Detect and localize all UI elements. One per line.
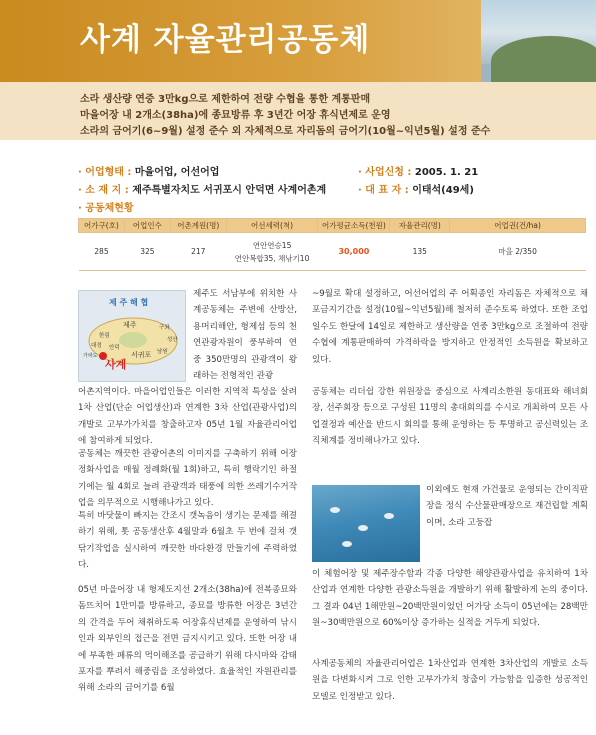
info-value: 2005. 1. 21 [414, 167, 479, 178]
map-title: 제 주 해 협 [109, 298, 149, 307]
status-table [78, 218, 586, 271]
map-label-hallim: 한림 [99, 333, 110, 339]
diver-float [358, 525, 368, 531]
info-key: 어업형태 [85, 167, 124, 178]
table-header: 어선세력(척) [226, 219, 318, 233]
table-header: 어촌계원(명) [170, 219, 226, 233]
location-map [78, 290, 186, 382]
info-key: 소 재 지 [85, 185, 122, 196]
map-label-seongsan: 성산 [167, 337, 178, 343]
table-cell: 325 [124, 233, 170, 271]
info-key: 사업신청 [365, 167, 404, 178]
summary-line-1: 소라 생산량 연중 3만kg으로 제한하여 전량 수협을 통한 계통판매 [80, 94, 371, 105]
map-label-andeok: 안덕 [109, 345, 120, 351]
bullet: · [358, 167, 366, 178]
summary-line-3: 소라의 금어기(6~9월) 설정 준수 외 자체적으로 자리돔의 금어기(10월~익년5월) 설정 준수 [80, 126, 491, 137]
paragraph-stocking: 05년 마을어장 내 형제도지선 2개소(38ha)에 전복종묘와 돔뜨치어 1만미를 방류하고, 종묘를 방류한 어장은 3년간의 간격을 두어 채취하도록 어장휴식년제를 운영하여 낚시인과 외부인의 접근을 전면 금지시키고 있다. 또한 어장 내에 부족한 패류의 먹이해조를 공급하기 위해 다시마와 감태 포자를 뿌려서 해중림을 조성하였다. 효율적인 자원관리를 위해 소라의 금어기를 6월 [78, 585, 297, 694]
paragraph-future: 이 체험어장 및 제주장수함과 각종 다양한 해양관광사업을 유치하여 1차 산업과 연계한 다양한 관광소득원을 개발하기 위해 활발하게 논의 중이다. 그 결과 04년 1해만원~20백만원이었던 어가당 소득이 05년에는 28백만원~30백만원으로 60%이상 증가하는 실적을 거두게 되었다. [312, 569, 588, 629]
info-apply-date: · 사업신청 : 2005. 1. 21 [358, 167, 479, 178]
page-header [0, 0, 596, 82]
bullet: · [358, 185, 366, 196]
table-cell-vessels [226, 233, 318, 271]
table-cell: 217 [170, 233, 226, 271]
info-key: 대 표 자 [365, 185, 402, 196]
hill-shape [491, 36, 596, 82]
info-value: 제주특별자치도 서귀포시 안덕면 사계어촌계 [132, 185, 327, 196]
paragraph-cleanup: 공동체는 깨끗한 관광어촌의 이미지를 구축하기 위해 어장정화사업을 매월 정례화(월 1회)하고, 특히 행락기인 하절기에는 월 4회로 늘려 관광객과 태풍에 의한 쓰레기수거작업을 의무적으로 시행해나가고 있다. [78, 449, 297, 509]
table-header-row [79, 219, 586, 233]
map-label-gapado: 가파도 [83, 353, 98, 359]
table-cell: 135 [390, 233, 450, 271]
map-label-jeju: 제주 [123, 321, 137, 329]
table-header: 어가구(호) [79, 219, 125, 233]
paragraph-conclusion: 사계공동체의 자율관리어업은 1차산업과 연계한 3차산업의 개발로 소득원을 다변화시켜 그로 인한 고부가가치 창출이 가능함을 입증한 성공적인 모델로 인정받고 있다. [312, 659, 588, 702]
table-header: 어업권(건/ha) [450, 219, 586, 233]
paragraph-intro-side: 제주도 서남부에 위치한 사계공동체는 주변에 산방산, 용머리해안, 형제섬 등의 천연관광자원이 풍부하여 연중 350만명의 관광객이 왕래하는 전형적인 관광 [193, 289, 297, 382]
table-cell-income: 30,000 [318, 233, 390, 271]
table-row [79, 233, 586, 271]
coast-photo [481, 0, 596, 82]
map-label-gujwa: 구좌 [159, 325, 170, 331]
summary-line-2: 마을어장 내 2개소(38ha)에 종묘방류 후 3년간 어장 휴식년제로 운영 [80, 110, 391, 121]
paragraph-future-side: 이외에도 현재 가건물로 운영되는 간이직판장을 정식 수산물판매장으로 재건립할 계획이며, 소라 고둥잡 [426, 485, 588, 528]
info-status-heading [78, 199, 134, 214]
info-key: 공동체현황 [85, 203, 134, 214]
diver-float [384, 513, 394, 519]
jeju-map-svg [79, 291, 187, 383]
map-label-seogwipo: 서귀포 [131, 351, 152, 359]
vessels-line-1: 연안연승15 [252, 240, 292, 250]
info-address: · 소 재 지 : 제주특별자치도 서귀포시 안덕면 사계어촌계 [78, 185, 327, 196]
table-header: 어가평균소득(천원) [318, 219, 390, 233]
info-value: 이태석(49세) [412, 185, 474, 196]
summary-box [0, 82, 596, 140]
table-cell: 285 [79, 233, 125, 271]
bullet: · [78, 203, 86, 214]
info-fishery-type: · 어업형태 : 마을어업, 어선어업 [78, 167, 220, 178]
map-label-daejeong: 대정 [91, 343, 102, 349]
table-cell: 마을 2/350 [450, 233, 586, 271]
bullet: · [78, 185, 86, 196]
table-header: 자율관리(명) [390, 219, 450, 233]
vessels-line-2: 연안복합35, 채낚기10 [234, 253, 310, 263]
paragraph-closed-season: ~9월로 확대 설정하고, 어선어업의 주 어획종인 자리돔은 자체적으로 채포금지기간을 설정(10월~익년5월)해 철저히 준수토록 하였다. 또한 조업일수도 한달에 14일로 제한하고 생산량을 연중 3만kg으로 조절하여 전량 수협에 계통판매하여 가격하락을 방지하고 안정적인 소득원을 확보하고 있다. [312, 289, 588, 365]
diver-float [342, 541, 352, 547]
divers-photo [312, 485, 420, 562]
paragraph-intro: 어촌지역이다. 마을어업인들은 이러한 지역적 특성을 살려 1차 산업(단순 어업생산)과 연계한 3차 산업(관광사업)의 개발로 고부가가치를 창출하고자 05년 1월 자율관리어업에 참여하게 되었다. [78, 387, 297, 447]
paragraph-seaweed: 특히 바닷물이 빠지는 간조시 갯녹음이 생기는 문제를 해결하기 위해, 톳 공동생산후 4월말과 6월초 두 번에 걸쳐 갯닦기작업을 실시하여 깨끗한 바다환경 만들기에 주력하였다. [78, 511, 297, 571]
hallasan-shape [119, 332, 147, 348]
info-representative: · 대 표 자 : 이태석(49세) [358, 185, 474, 196]
map-label-sagye: 사계 [105, 358, 127, 371]
bullet: · [78, 167, 86, 178]
page-title: 사계 자율관리공동체 [80, 22, 371, 58]
diver-float [330, 507, 340, 513]
map-label-namwon: 남원 [157, 349, 168, 355]
info-value: 마을어업, 어선어업 [134, 167, 220, 178]
table-header: 어업인수 [124, 219, 170, 233]
paragraph-leadership: 공동체는 리더쉽 강한 위원장을 중심으로 사계리소한원 동대표와 해녀회장, 선주회장 등으로 구성된 11명의 총대회의를 수시로 개최하여 모든 사업결정과 예산을 반드시 회의를 통해 운영하는 등 투명하고 공신력있는 조직체계를 정비해나가고 있다. [312, 387, 588, 447]
